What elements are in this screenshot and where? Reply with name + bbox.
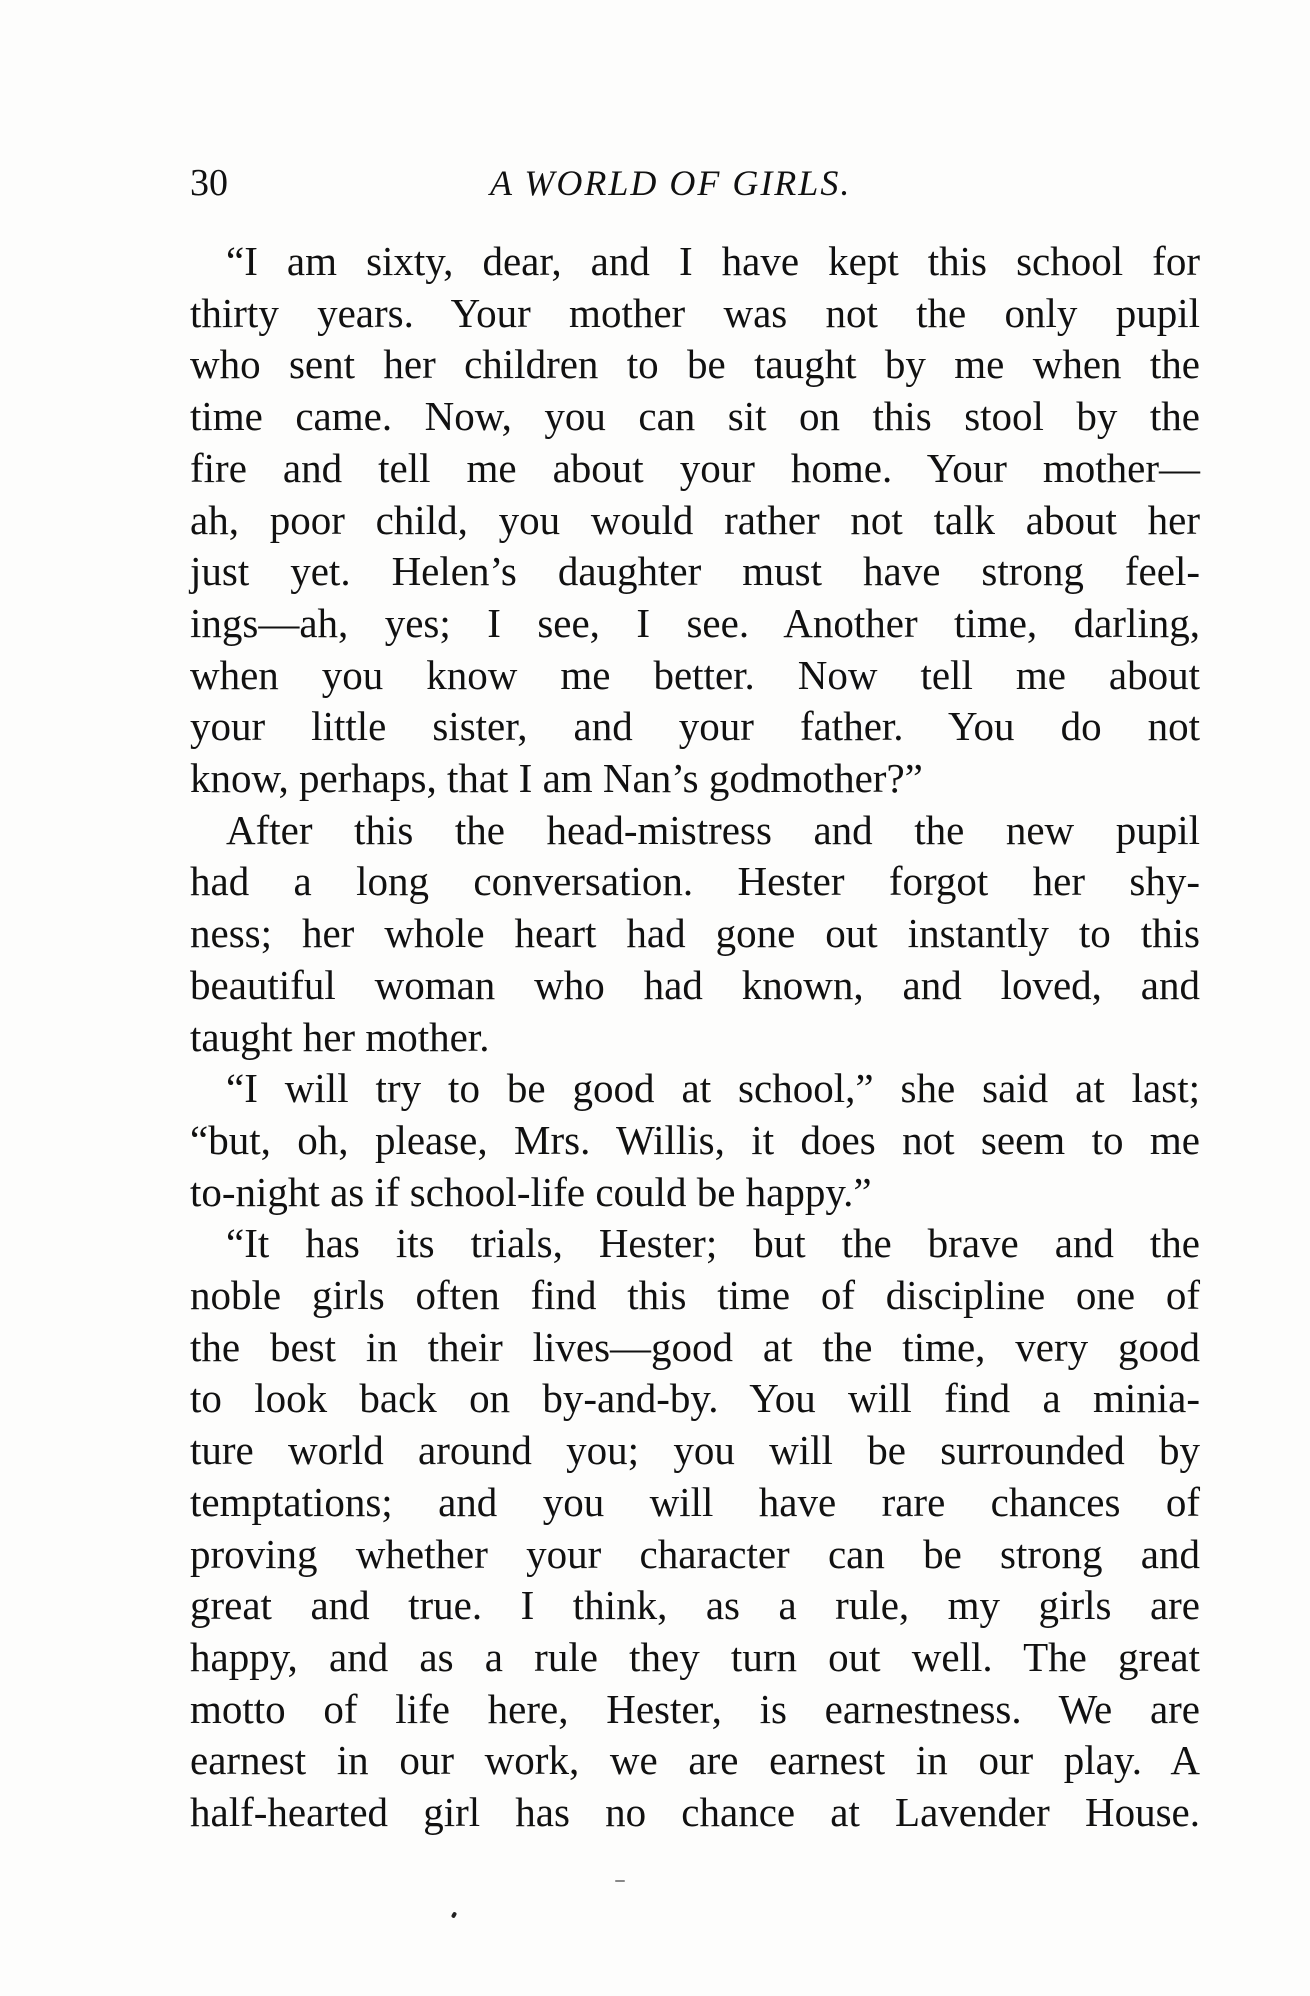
- text-line: thirty years. Your mother was not the only pupil: [190, 289, 1200, 336]
- text-line: After this the head-mistress and the new pupil: [226, 806, 1200, 853]
- text-line: “I am sixty, dear, and I have kept this school for: [226, 238, 1200, 284]
- text-line: beautiful woman who had known, and loved, and: [190, 961, 1200, 1008]
- paragraph: [190, 236, 1200, 805]
- text-line: “It has its trials, Hester; but the brave and the: [226, 1220, 1200, 1267]
- text-line: great and true. I think, as a rule, my girls are: [190, 1582, 1200, 1629]
- text-line: noble girls often find this time of discipline one of: [190, 1272, 1200, 1319]
- text-line: taught her mother.: [190, 1013, 490, 1060]
- text-line: fire and tell me about your home. Your mother—: [190, 444, 1200, 491]
- running-title: A WORLD OF GIRLS.: [490, 163, 852, 203]
- text-line: motto of life here, Hester, is earnestness. We are: [190, 1685, 1200, 1732]
- text-line: ah, poor child, you would rather not talk about her: [190, 496, 1200, 543]
- page-number: 30: [190, 162, 228, 204]
- text-line: half-hearted girl has no chance at Lavender House.: [190, 1789, 1200, 1836]
- ink-speck: [615, 1880, 625, 1882]
- paragraph: [190, 805, 1200, 1064]
- text-line: earnest in our work, we are earnest in our play. A: [190, 1737, 1200, 1784]
- paragraph: [190, 1218, 1200, 1838]
- text-line: to-night as if school-life could be happy.”: [190, 1168, 872, 1215]
- text-line: to look back on by-and-by. You will find a minia-: [190, 1375, 1200, 1422]
- text-line: your little sister, and your father. You do not: [190, 703, 1200, 750]
- ink-speck: [451, 1911, 457, 1918]
- text-line: “I will try to be good at school,” she said at last;: [226, 1065, 1200, 1112]
- text-line: “but, oh, please, Mrs. Willis, it does not seem to me: [190, 1116, 1200, 1163]
- text-line: ture world around you; you will be surrounded by: [190, 1427, 1200, 1474]
- text-line: proving whether your character can be strong and: [190, 1530, 1200, 1577]
- text-line: happy, and as a rule they turn out well. The great: [190, 1633, 1200, 1680]
- text-line: just yet. Helen’s daughter must have strong feel-: [190, 548, 1200, 595]
- text-line: ness; her whole heart had gone out instantly to this: [190, 910, 1200, 957]
- text-line: time came. Now, you can sit on this stool by the: [190, 393, 1200, 440]
- text-line: the best in their lives—good at the time, very good: [190, 1323, 1200, 1370]
- text-line: ings—ah, yes; I see, I see. Another time, darling,: [190, 599, 1200, 646]
- text-line: know, perhaps, that I am Nan’s godmother?”: [190, 755, 923, 802]
- text-line: who sent her children to be taught by me when the: [190, 341, 1200, 388]
- paragraph: [190, 1063, 1200, 1218]
- text-line: temptations; and you will have rare chances of: [190, 1478, 1200, 1525]
- text-line: when you know me better. Now tell me about: [190, 651, 1200, 698]
- running-head: [190, 158, 1200, 208]
- body-text: [190, 236, 1200, 1839]
- text-line: had a long conversation. Hester forgot her shy-: [190, 858, 1200, 905]
